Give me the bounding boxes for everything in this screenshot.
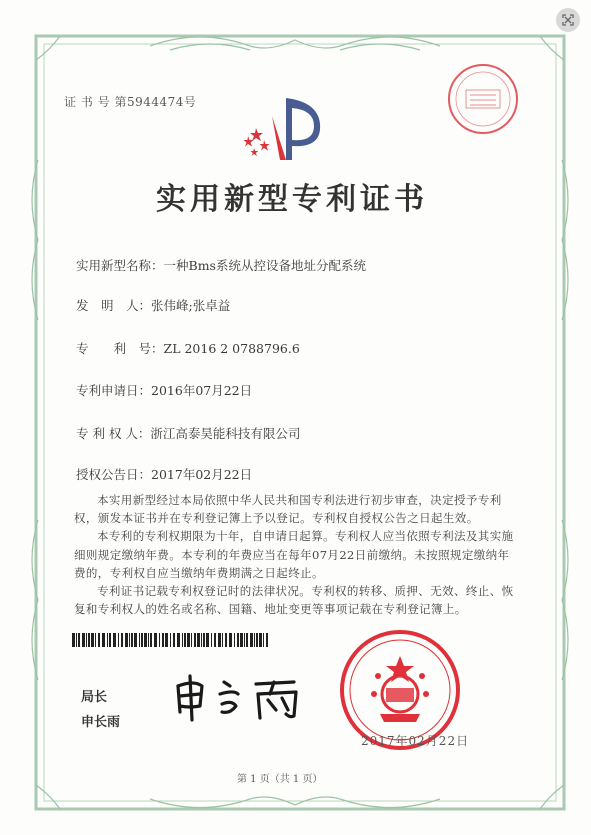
- barcode-bar: [78, 633, 80, 647]
- barcode-bar: [240, 633, 243, 647]
- director-name: 申长雨: [81, 715, 121, 730]
- barcode-bar: [184, 633, 186, 647]
- barcode-bar: [121, 633, 123, 647]
- agency-seal: [446, 62, 520, 136]
- barcode-bar: [129, 633, 130, 647]
- certificate-body: [74, 491, 514, 618]
- field-patent-number: 专 利 号：ZL 2016 2 0788796.6: [76, 341, 300, 356]
- patent-office-logo-icon: [242, 96, 322, 162]
- barcode-bar: [234, 633, 235, 647]
- barcode-bar: [254, 633, 255, 647]
- barcode-bar: [86, 633, 87, 647]
- barcode-bar: [109, 633, 111, 647]
- barcode-bar: [259, 633, 262, 647]
- body-paragraph: 本实用新型经过本局依照中华人民共和国专利法进行初步审查，决定授予专利权，颁发本证书并在专利登记簿上予以登记。专利权自授权公告之日起生效。: [74, 493, 502, 526]
- barcode-bar: [125, 633, 128, 647]
- barcode-bar: [182, 633, 183, 647]
- director-signature: [172, 672, 312, 722]
- seal-date: 2017年02月22日: [361, 734, 470, 748]
- barcode-bar: [170, 633, 171, 647]
- barcode-bar: [162, 633, 164, 647]
- barcode-bar: [197, 633, 200, 647]
- barcode-bar: [82, 633, 85, 647]
- expand-button[interactable]: [556, 8, 580, 32]
- barcode-bar: [263, 633, 264, 647]
- field-application-date: 专利申请日：2016年07月22日: [76, 383, 253, 398]
- barcode: [72, 633, 272, 647]
- barcode-bar: [150, 633, 152, 647]
- barcode-bar: [244, 633, 245, 647]
- barcode-bar: [237, 633, 239, 647]
- body-paragraph: 本专利的专利权期限为十年，自申请日起算。专利权人应当依照专利法及其实施细则规定缴纳年费。本专利的年费应当在每年07月22日前缴纳。未按照规定缴纳年费的，专利权自应当缴纳年费期满之日起终止。: [74, 529, 514, 580]
- barcode-bar: [203, 633, 205, 647]
- barcode-bar: [107, 633, 108, 647]
- certificate-title: 实用新型专利证书: [156, 182, 428, 217]
- barcode-bar: [173, 633, 175, 647]
- field-patentee: 专 利 权 人：浙江高泰昊能科技有限公司: [76, 426, 301, 441]
- barcode-bar: [131, 633, 133, 647]
- barcode-bar: [76, 633, 77, 647]
- barcode-bar: [214, 633, 216, 647]
- barcode-bar: [88, 633, 90, 647]
- barcode-bar: [211, 633, 212, 647]
- barcode-bar: [177, 633, 180, 647]
- barcode-bar: [250, 633, 253, 647]
- barcode-bar: [139, 633, 140, 647]
- body-paragraph: 专利证书记载专利权登记时的法律状况。专利权的转移、质押、无效、终止、恢复和专利权人的姓名或名称、国籍、地址变更等事项记载在专利登记簿上。: [74, 584, 514, 617]
- barcode-bar: [246, 633, 248, 647]
- barcode-bar: [165, 633, 168, 647]
- barcode-bar: [144, 633, 147, 647]
- barcode-bar: [134, 633, 137, 647]
- barcode-bar: [159, 633, 160, 647]
- barcode-bar: [113, 633, 116, 647]
- barcode-bar: [225, 633, 227, 647]
- barcode-bar: [141, 633, 143, 647]
- barcode-bar: [266, 633, 268, 647]
- barcode-bar: [191, 633, 192, 647]
- barcode-bar: [218, 633, 221, 647]
- barcode-bar: [118, 633, 119, 647]
- barcode-bar: [222, 633, 223, 647]
- page-number: 第 1 页（共 1 页）: [237, 774, 323, 785]
- expand-icon: [562, 14, 574, 26]
- field-inventors: 发 明 人：张伟峰;张卓益: [76, 298, 231, 313]
- certificate-number: 证 书 号 第5944474号: [64, 95, 197, 109]
- field-grant-date: 授权公告日：2017年02月22日: [76, 467, 253, 482]
- barcode-bar: [229, 633, 232, 647]
- barcode-bar: [201, 633, 202, 647]
- director-title: 局长: [81, 690, 108, 705]
- barcode-bar: [102, 633, 105, 647]
- barcode-bar: [154, 633, 157, 647]
- barcode-bar: [187, 633, 190, 647]
- barcode-bar: [91, 633, 94, 647]
- barcode-bar: [72, 633, 75, 647]
- barcode-bar: [256, 633, 258, 647]
- barcode-bar: [194, 633, 196, 647]
- barcode-bar: [206, 633, 209, 647]
- field-utility-model-name: 实用新型名称：一种Bms系统从控设备地址分配系统: [76, 258, 366, 273]
- barcode-bar: [98, 633, 100, 647]
- barcode-bar: [148, 633, 149, 647]
- barcode-bar: [95, 633, 96, 647]
